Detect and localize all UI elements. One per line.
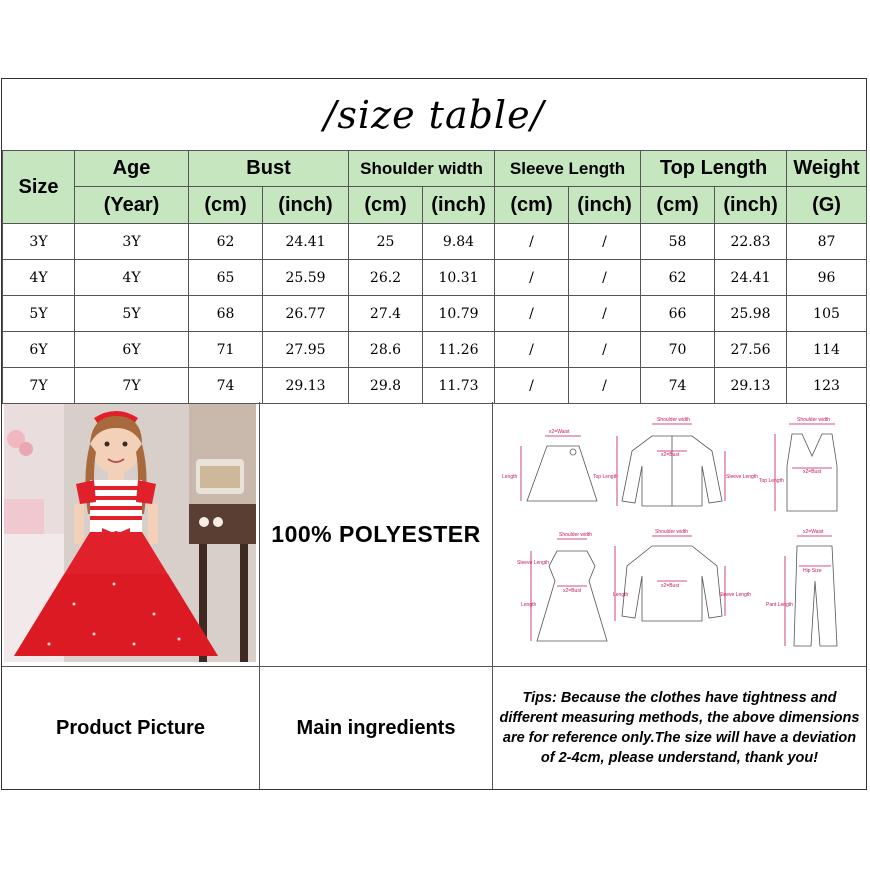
cell-shoulder-inch: 10.79 [423, 296, 495, 332]
cell-sleeve-inch: / [569, 296, 641, 332]
cell-sleeve-cm: / [495, 332, 569, 368]
header-size: Size [3, 151, 75, 224]
header-age-unit: (Year) [75, 187, 189, 224]
cell-shoulder-inch: 9.84 [423, 224, 495, 260]
diagram-label: x2=Bust [803, 469, 822, 475]
diagram-label: Sleeve Length [726, 474, 758, 480]
table-row [3, 368, 867, 404]
cell-sleeve-inch: / [569, 260, 641, 296]
product-picture-cell [2, 667, 260, 789]
cell-sleeve-inch: / [569, 224, 641, 260]
table-row [3, 260, 867, 296]
cell-weight: 114 [787, 332, 867, 368]
diagram-label: Sleeve Length [517, 560, 549, 566]
title-row [2, 79, 866, 151]
cell-age: 5Y [75, 296, 189, 332]
material-cell [260, 402, 493, 667]
product-photo-cell [2, 402, 260, 667]
cell-top-length-cm: 58 [641, 224, 715, 260]
product-picture-label: Product Picture [56, 716, 205, 739]
header-sleeve: Sleeve Length [495, 151, 641, 187]
info-section [2, 402, 866, 789]
header-shoulder: Shoulder width [349, 151, 495, 187]
header-unit: (cm) [189, 187, 263, 224]
diagram-label: Top Length [593, 474, 618, 480]
cell-shoulder-cm: 25 [349, 224, 423, 260]
product-photo [4, 404, 256, 662]
table-row [3, 332, 867, 368]
cell-sleeve-inch: / [569, 368, 641, 404]
header-row-1 [3, 151, 867, 187]
cell-shoulder-cm: 28.6 [349, 332, 423, 368]
cell-top-length-inch: 24.41 [715, 260, 787, 296]
header-age: Age [75, 151, 189, 187]
diagram-label: Sleeve Length [719, 592, 751, 598]
cell-weight: 123 [787, 368, 867, 404]
header-weight-unit: (G) [787, 187, 867, 224]
diagram-label: Hip Size [803, 568, 822, 574]
cell-bust-cm: 65 [189, 260, 263, 296]
cell-bust-cm: 68 [189, 296, 263, 332]
diagram-label: Shoulder width [657, 417, 691, 423]
cell-bust-inch: 25.59 [263, 260, 349, 296]
header-weight: Weight [787, 151, 867, 187]
tips-cell [493, 667, 866, 789]
diagram-label: x2=Waist [549, 429, 570, 435]
cell-size: 7Y [3, 368, 75, 404]
cell-bust-inch: 29.13 [263, 368, 349, 404]
header-unit: (cm) [349, 187, 423, 224]
material-text: 100% POLYESTER [271, 520, 481, 547]
header-unit: (inch) [423, 187, 495, 224]
cell-top-length-inch: 27.56 [715, 332, 787, 368]
cell-bust-cm: 62 [189, 224, 263, 260]
cell-age: 6Y [75, 332, 189, 368]
header-unit: (inch) [715, 187, 787, 224]
cell-size: 3Y [3, 224, 75, 260]
header-top-length: Top Length [641, 151, 787, 187]
main-ingredients-cell [260, 667, 493, 789]
cell-shoulder-cm: 27.4 [349, 296, 423, 332]
cell-weight: 105 [787, 296, 867, 332]
header-unit: (inch) [569, 187, 641, 224]
cell-weight: 87 [787, 224, 867, 260]
cell-top-length-inch: 25.98 [715, 296, 787, 332]
table-row [3, 224, 867, 260]
cell-bust-inch: 26.77 [263, 296, 349, 332]
diagram-label: Length [521, 602, 537, 608]
cell-bust-inch: 27.95 [263, 332, 349, 368]
header-unit: (inch) [263, 187, 349, 224]
cell-sleeve-cm: / [495, 260, 569, 296]
header-unit: (cm) [641, 187, 715, 224]
size-table [2, 150, 867, 404]
cell-age: 4Y [75, 260, 189, 296]
size-chart-frame [1, 78, 867, 790]
diagram-label: x2=Bust [661, 583, 680, 589]
cell-sleeve-cm: / [495, 224, 569, 260]
cell-age: 7Y [75, 368, 189, 404]
cell-sleeve-cm: / [495, 296, 569, 332]
diagram-label: x2=Bust [661, 452, 680, 458]
cell-shoulder-inch: 10.31 [423, 260, 495, 296]
cell-size: 5Y [3, 296, 75, 332]
cell-weight: 96 [787, 260, 867, 296]
diagram-label: Length [502, 474, 518, 480]
cell-size: 6Y [3, 332, 75, 368]
cell-shoulder-inch: 11.73 [423, 368, 495, 404]
cell-top-length-inch: 22.83 [715, 224, 787, 260]
diagram-label: x2=Waist [803, 529, 824, 535]
header-row-2 [3, 187, 867, 224]
measurement-diagrams [497, 406, 861, 662]
cell-size: 4Y [3, 260, 75, 296]
header-bust: Bust [189, 151, 349, 187]
cell-shoulder-cm: 26.2 [349, 260, 423, 296]
table-row [3, 296, 867, 332]
diagram-label: x2=Bust [563, 588, 582, 594]
cell-top-length-cm: 62 [641, 260, 715, 296]
page-title: /size table/ [323, 92, 545, 137]
cell-sleeve-inch: / [569, 332, 641, 368]
cell-top-length-cm: 70 [641, 332, 715, 368]
diagram-label: Pant Length [766, 602, 793, 608]
header-unit: (cm) [495, 187, 569, 224]
cell-bust-cm: 74 [189, 368, 263, 404]
diagram-label: Shoulder width [655, 529, 689, 535]
cell-bust-cm: 71 [189, 332, 263, 368]
tips-text: Tips: Because the clothes have tightness and different measuring methods, the above dimensions are for reference only.The size will have a deviation of 2-4cm, please understand, thank you! [499, 690, 860, 766]
cell-shoulder-cm: 29.8 [349, 368, 423, 404]
cell-sleeve-cm: / [495, 368, 569, 404]
cell-top-length-cm: 66 [641, 296, 715, 332]
diagram-label: Length [613, 592, 629, 598]
main-ingredients-label: Main ingredients [296, 716, 456, 739]
diagram-label: Shoulder width [559, 532, 593, 538]
cell-top-length-inch: 29.13 [715, 368, 787, 404]
cell-top-length-cm: 74 [641, 368, 715, 404]
cell-age: 3Y [75, 224, 189, 260]
diagram-label: Top Length [759, 478, 784, 484]
cell-bust-inch: 24.41 [263, 224, 349, 260]
diagram-label: Shoulder width [797, 417, 831, 423]
cell-shoulder-inch: 11.26 [423, 332, 495, 368]
measurement-diagrams-cell [493, 402, 866, 667]
